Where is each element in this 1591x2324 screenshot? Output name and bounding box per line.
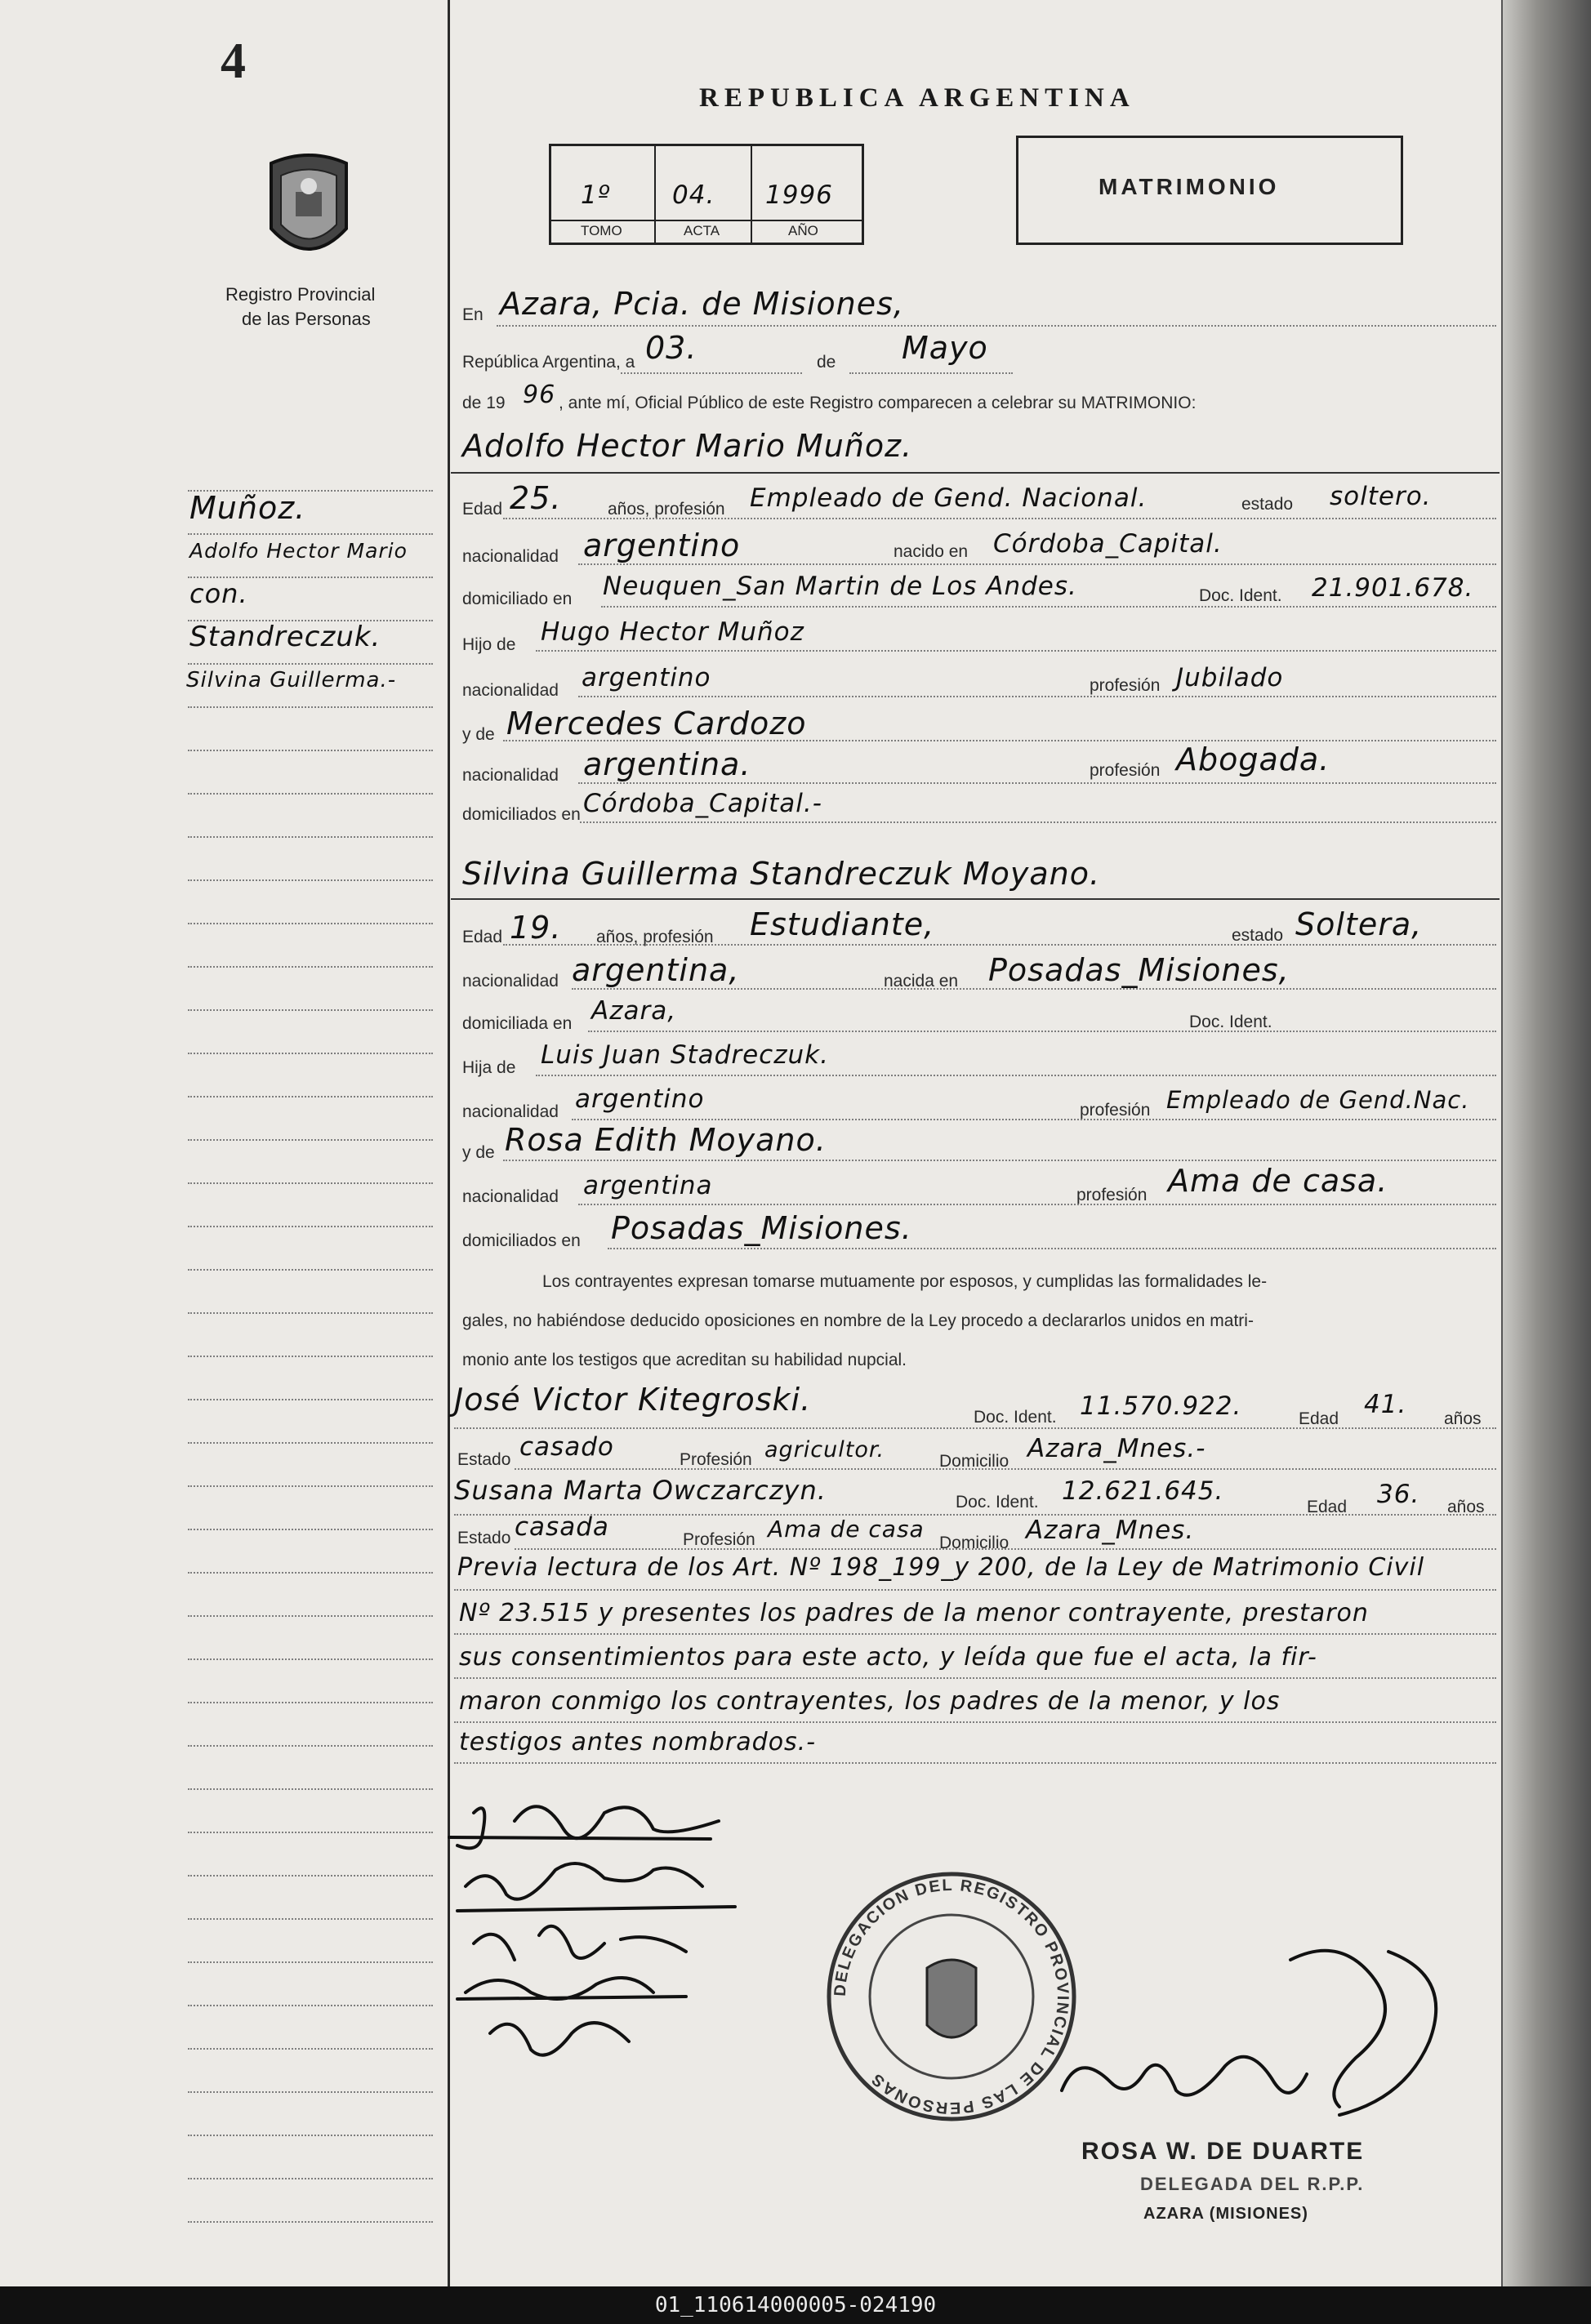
witness2-profesion: Ama de casa xyxy=(768,1516,925,1543)
margin-ruled-line xyxy=(188,1918,433,1920)
acta-value: 04. xyxy=(672,180,715,210)
bride-padre-nac: argentino xyxy=(575,1084,705,1114)
bride-dom-label: domiciliada en xyxy=(462,1014,573,1033)
misiones-emblem-icon xyxy=(263,147,354,269)
bride-estado: Soltera, xyxy=(1295,906,1423,942)
intro-text: , ante mí, Oficial Público de este Registro comparecen a celebrar su MATRIMONIO: xyxy=(559,394,1197,412)
groom-madre-prof-label: profesión xyxy=(1090,761,1161,780)
margin-ruled-line xyxy=(188,2048,433,2050)
witness2-name: Susana Marta Owczarczyn. xyxy=(454,1475,827,1506)
margin-ruled-line xyxy=(188,1961,433,1963)
margin-ruled-line xyxy=(188,1658,433,1660)
bride-madre-nac-label: nacionalidad xyxy=(462,1187,559,1206)
declaration-line3: monio ante los testigos que acreditan su habilidad nupcial. xyxy=(462,1351,907,1369)
witness2-estado-label: Estado xyxy=(457,1529,511,1547)
margin-ruled-line xyxy=(188,1269,433,1271)
page-edge xyxy=(1503,0,1591,2286)
notes-line5: testigos antes nombrados.- xyxy=(459,1728,817,1756)
margin-ruled-line xyxy=(188,1529,433,1530)
de-label: de xyxy=(817,353,836,372)
witness2-dom-label: Domicilio xyxy=(939,1534,1009,1552)
groom-padre: Hugo Hector Muñoz xyxy=(541,617,804,647)
acta-label: ACTA xyxy=(684,223,720,238)
witness2-doc: 12.621.645. xyxy=(1062,1476,1224,1506)
bride-padres-dom: Posadas_Misiones. xyxy=(611,1210,912,1246)
margin-ruled-line xyxy=(188,1182,433,1184)
registry-line2: de las Personas xyxy=(242,309,371,329)
en-label: En xyxy=(462,305,484,324)
margin-ruled-line xyxy=(188,1572,433,1574)
right-edge-line xyxy=(1501,0,1503,2286)
groom-profesion-label: años, profesión xyxy=(608,500,725,519)
witness1-doc-label: Doc. Ident. xyxy=(974,1408,1057,1427)
margin-ruled-line xyxy=(188,1485,433,1487)
year-suffix: 96 xyxy=(523,381,556,409)
image-id-footer: 01_110614000005-024190 xyxy=(0,2286,1591,2324)
groom-madre-nac: argentina. xyxy=(583,746,751,782)
bride-nacida-label: nacida en xyxy=(884,972,959,991)
groom-madre-nac-label: nacionalidad xyxy=(462,766,559,785)
margin-ruled-line xyxy=(188,1399,433,1400)
margin-note-line2: Adolfo Hector Mario xyxy=(189,539,408,563)
notes-line3: sus consentimientos para este acto, y leída que fue el acta, la fir- xyxy=(459,1643,1317,1672)
witness1-edad-label: Edad xyxy=(1299,1409,1339,1428)
margin-ruled-line xyxy=(188,1053,433,1054)
officer-signature xyxy=(1045,1927,1470,2139)
margin-ruled-line xyxy=(188,1442,433,1444)
witness1-dom-label: Domicilio xyxy=(939,1452,1009,1471)
page-number: 4 xyxy=(221,33,246,89)
notes-line4: maron conmigo los contrayentes, los padres de la menor, y los xyxy=(459,1687,1281,1716)
officer-title: DELEGADA DEL R.P.P. xyxy=(1140,2174,1365,2194)
witness1-estado: casado xyxy=(519,1432,614,1462)
seal-text: DELEGACION DEL REGISTRO PROVINCIAL DE LAS PERSONAS xyxy=(831,1876,1072,2117)
anio-label: AÑO xyxy=(788,223,818,238)
margin-ruled-line xyxy=(188,1009,433,1011)
declaration-line2: gales, no habiéndose deducido oposiciones en nombre de la Ley procedo a declararlos unidos en matri- xyxy=(462,1311,1254,1330)
groom-nacido-label: nacido en xyxy=(894,542,969,561)
margin-ruled-line xyxy=(188,923,433,924)
officer-location: AZARA (MISIONES) xyxy=(1143,2205,1308,2223)
signatures-scribbles xyxy=(441,1788,800,2066)
bride-padres-dom-label: domiciliados en xyxy=(462,1231,581,1250)
bride-profesion-label: años, profesión xyxy=(596,928,714,946)
margin-ruled-line xyxy=(188,1096,433,1097)
bride-madre: Rosa Edith Moyano. xyxy=(505,1122,827,1158)
act-type-box xyxy=(1016,136,1403,245)
margin-note-line4: Standreczuk. xyxy=(189,621,381,653)
groom-padre-nac: argentino xyxy=(582,663,711,692)
officer-name: ROSA W. DE DUARTE xyxy=(1081,2138,1365,2165)
bride-padre-prof-label: profesión xyxy=(1080,1101,1151,1120)
groom-nacido: Córdoba_Capital. xyxy=(993,529,1223,559)
groom-padres-dom-label: domiciliados en xyxy=(462,805,581,824)
witness2-estado: casada xyxy=(515,1512,609,1542)
witness2-edad-label: Edad xyxy=(1307,1498,1348,1516)
groom-estado: soltero. xyxy=(1330,482,1432,511)
witness2-doc-label: Doc. Ident. xyxy=(956,1493,1039,1511)
groom-y-de-label: y de xyxy=(462,725,495,744)
place-value: Azara, Pcia. de Misiones, xyxy=(500,286,904,322)
witness1-doc: 11.570.922. xyxy=(1080,1391,1242,1421)
margin-ruled-line xyxy=(188,750,433,751)
tomo-label: TOMO xyxy=(581,223,622,238)
act-type: MATRIMONIO xyxy=(1099,174,1280,199)
bride-madre-prof-label: profesión xyxy=(1076,1186,1148,1204)
margin-ruled-line xyxy=(188,966,433,968)
groom-madre: Mercedes Cardozo xyxy=(506,706,807,741)
groom-madre-prof: Abogada. xyxy=(1176,741,1330,777)
margin-ruled-line xyxy=(188,2005,433,2006)
witness1-domicilio: Azara_Mnes.- xyxy=(1027,1434,1206,1463)
witness2-edad: 36. xyxy=(1377,1480,1420,1509)
month-value: Mayo xyxy=(902,330,988,366)
margin-ruled-line xyxy=(188,2135,433,2136)
margin-note-line5: Silvina Guillerma.- xyxy=(186,668,397,692)
groom-edad: 25. xyxy=(510,480,562,516)
margin-ruled-line xyxy=(188,706,433,708)
registry-line1: Registro Provincial xyxy=(225,284,376,305)
margin-ruled-line xyxy=(188,836,433,838)
margin-ruled-line xyxy=(188,2091,433,2093)
bride-edad: 19. xyxy=(510,910,562,946)
country-title: REPUBLICA ARGENTINA xyxy=(699,83,1135,113)
margin-ruled-line xyxy=(188,1615,433,1617)
witness2-anos-label: años xyxy=(1447,1498,1485,1516)
groom-estado-label: estado xyxy=(1241,495,1294,514)
groom-doc-label: Doc. Ident. xyxy=(1199,586,1282,605)
groom-nacionalidad: argentino xyxy=(583,528,741,563)
bride-madre-nac: argentina xyxy=(583,1171,713,1200)
bride-edad-label: Edad xyxy=(462,928,503,946)
margin-ruled-line xyxy=(188,793,433,795)
margin-ruled-line xyxy=(188,1788,433,1790)
bride-doc-label: Doc. Ident. xyxy=(1189,1013,1272,1031)
anio-value: 1996 xyxy=(765,180,833,210)
notes-line1: Previa lectura de los Art. Nº 198_199_y 200, de la Ley de Matrimonio Civil xyxy=(457,1553,1425,1582)
groom-doc: 21.901.678. xyxy=(1312,573,1474,603)
bride-padre-prof: Empleado de Gend.Nac. xyxy=(1166,1086,1470,1114)
witness1-edad: 41. xyxy=(1364,1390,1407,1419)
bride-padre-nac-label: nacionalidad xyxy=(462,1102,559,1121)
groom-nac-label: nacionalidad xyxy=(462,547,559,566)
groom-dom-label: domiciliado en xyxy=(462,590,573,608)
groom-edad-label: Edad xyxy=(462,500,503,519)
notes-line2: Nº 23.515 y presentes los padres de la menor contrayente, prestaron xyxy=(459,1599,1369,1627)
year-label: de 19 xyxy=(462,394,506,412)
bride-padre: Luis Juan Stadreczuk. xyxy=(541,1040,829,1070)
bride-nacida: Posadas_Misiones, xyxy=(988,952,1290,988)
margin-note-line3: con. xyxy=(189,578,248,609)
margin-ruled-line xyxy=(188,2221,433,2223)
groom-padre-nac-label: nacionalidad xyxy=(462,681,559,700)
groom-name: Adolfo Hector Mario Muñoz. xyxy=(462,428,913,464)
groom-padre-prof: Jubilado xyxy=(1176,663,1284,692)
witness1-name: José Victor Kitegroski. xyxy=(454,1382,812,1418)
margin-ruled-line xyxy=(188,1312,433,1314)
bride-hija-label: Hija de xyxy=(462,1058,516,1077)
witness1-anos-label: años xyxy=(1444,1409,1482,1428)
margin-ruled-line xyxy=(188,1875,433,1877)
tomo-acta-box xyxy=(549,144,864,245)
bride-madre-prof: Ama de casa. xyxy=(1168,1163,1388,1199)
groom-domicilio: Neuquen_San Martin de Los Andes. xyxy=(603,572,1077,601)
republica-label: República Argentina, a xyxy=(462,353,635,372)
groom-hijo-label: Hijo de xyxy=(462,635,516,654)
bride-profesion: Estudiante, xyxy=(750,906,935,942)
bride-name: Silvina Guillerma Standreczuk Moyano. xyxy=(462,856,1101,892)
witness2-prof-label: Profesión xyxy=(683,1530,755,1549)
margin-note-line1: Muñoz. xyxy=(189,490,306,526)
margin-ruled-line xyxy=(188,533,433,535)
margin-ruled-line xyxy=(188,879,433,881)
bride-estado-label: estado xyxy=(1232,926,1284,945)
witness2-domicilio: Azara_Mnes. xyxy=(1026,1516,1195,1545)
margin-ruled-line xyxy=(188,1832,433,1833)
bride-nac-label: nacionalidad xyxy=(462,972,559,991)
tomo-value: 1º xyxy=(581,180,611,210)
margin-ruled-line xyxy=(188,1139,433,1141)
margin-ruled-line xyxy=(188,663,433,665)
margin-ruled-line xyxy=(188,1702,433,1703)
groom-padre-prof-label: profesión xyxy=(1090,676,1161,695)
bride-y-de-label: y de xyxy=(462,1143,495,1162)
declaration-line1: Los contrayentes expresan tomarse mutuamente por esposos, y cumplidas las formalidades le- xyxy=(542,1272,1268,1291)
margin-ruled-line xyxy=(188,2178,433,2179)
groom-profesion: Empleado de Gend. Nacional. xyxy=(750,483,1148,513)
bride-nacionalidad: argentina, xyxy=(572,952,740,988)
witness1-profesion: agricultor. xyxy=(764,1437,885,1463)
bride-domicilio: Azara, xyxy=(591,996,677,1026)
witness1-prof-label: Profesión xyxy=(680,1450,752,1469)
day-value: 03. xyxy=(645,330,697,366)
witness1-estado-label: Estado xyxy=(457,1450,511,1469)
margin-ruled-line xyxy=(188,1226,433,1227)
groom-padres-dom: Córdoba_Capital.- xyxy=(583,789,822,818)
margin-ruled-line xyxy=(188,1356,433,1357)
margin-ruled-line xyxy=(188,1745,433,1747)
